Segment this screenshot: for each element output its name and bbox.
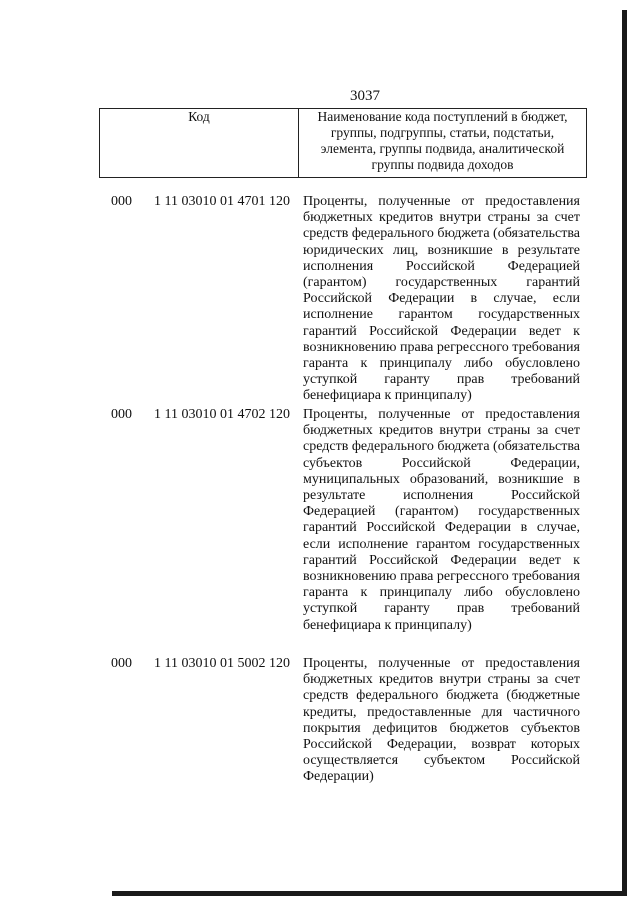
page-number: 3037 (350, 88, 380, 104)
scan-edge-bottom (112, 891, 627, 896)
row-code: 1 11 03010 01 4702 120 (154, 407, 290, 422)
row-code: 1 11 03010 01 5002 120 (154, 656, 290, 671)
header-name-label: Наименование кода поступлений в бюджет, группы, подгруппы, статьи, подстатьи, элемента, группы подвида, аналитической группы подвида доходов (299, 109, 587, 178)
row-prefix: 000 (111, 656, 132, 671)
header-code-label: Код (100, 109, 299, 178)
row-code: 1 11 03010 01 4701 120 (154, 194, 290, 209)
row-description: Проценты, полученные от предоставления бюджетных кредитов внутри страны за счет средств федерального бюджета (бюджетные кредиты, предоставленные для частичного покрытия дефицитов бюджетов субъектов Российской Федерации, возврат которых осуществляется субъектом Российской Федерации) (303, 656, 580, 785)
row-prefix: 000 (111, 194, 132, 209)
scan-edge-right (622, 10, 627, 896)
row-description: Проценты, полученные от предоставления бюджетных кредитов внутри страны за счет средств федерального бюджета (обязательства субъектов Российской Федерации, муниципальных образований, возникшие в результате исполнения Российской Федерацией (гарантом) государственных гарантий Российской Федерации в случае, если исполнение гарантом государственных гарантий Российской Федерации ведет к возникновению права регрессного требования гаранта к принципалу либо обусловлено уступкой гаранту прав требований бенефициара к принципалу) (303, 407, 580, 633)
row-description: Проценты, полученные от предоставления бюджетных кредитов внутри страны за счет средств федерального бюджета (обязательства юридических лиц, возникшие в результате исполнения Российской Федерацией (гарантом) государственных гарантий Российской Федерации в случае, если исполнение гарантом государственных гарантий Российской Федерации ведет к возникновению права регрессного требования гаранта к принципалу либо обусловлено уступкой гаранту прав требований бенефициара к принципалу) (303, 194, 580, 404)
table-header (99, 108, 587, 178)
row-prefix: 000 (111, 407, 132, 422)
